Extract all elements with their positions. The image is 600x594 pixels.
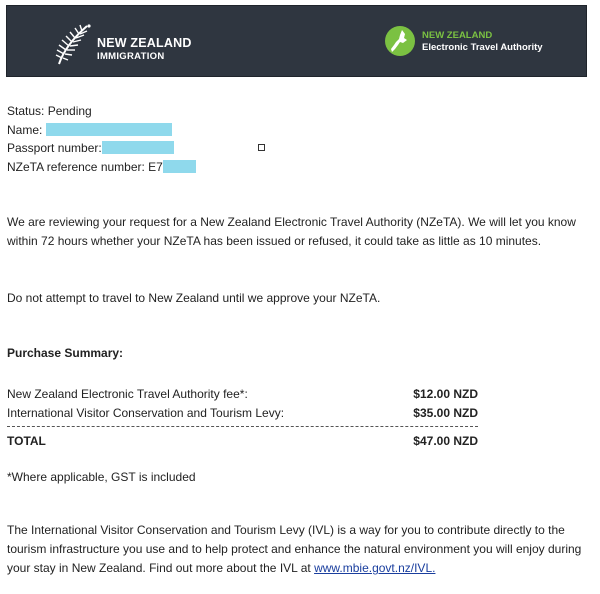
broken-image-icon xyxy=(258,144,265,151)
email-header-banner xyxy=(6,5,587,77)
inz-logo-line1: NEW ZEALAND xyxy=(97,36,192,50)
inz-logo-text xyxy=(97,37,192,61)
summary-item-label: New Zealand Electronic Travel Authority fee*: xyxy=(7,387,248,401)
nz-map-icon xyxy=(384,25,418,57)
purchase-summary-title: Purchase Summary: xyxy=(7,346,124,360)
summary-row-total xyxy=(7,432,478,451)
reference-label: NZeTA reference number: E7 xyxy=(7,159,163,174)
nzeta-logo-text xyxy=(422,31,543,52)
status-line xyxy=(7,102,592,121)
nzeta-logo-line2: Electronic Travel Authority xyxy=(422,41,543,53)
summary-row-nzeta-fee xyxy=(7,385,478,404)
passport-label: Passport number: xyxy=(7,141,102,155)
summary-item-amount: $12.00 NZD xyxy=(413,387,478,401)
gst-footnote: *Where applicable, GST is included xyxy=(7,470,196,484)
inz-logo-line2: IMMIGRATION xyxy=(97,50,165,62)
name-label: Name: xyxy=(7,122,43,137)
silver-fern-icon xyxy=(53,22,93,66)
status-text: Status: Pending xyxy=(7,104,92,118)
status-block xyxy=(7,102,592,176)
redacted-name xyxy=(46,123,172,136)
ivl-link[interactable]: www.mbie.govt.nz/IVL. xyxy=(314,561,436,575)
ivl-info-text: The International Visitor Conservation and Tourism Levy (IVL) is a way for you to contribute directly to the tourism infrastructure you use and to help protect and enhance the natural environment you will enjoy during your stay in New Zealand. Find out more about the IVL at xyxy=(7,523,582,575)
name-line xyxy=(7,121,592,140)
reference-line xyxy=(7,158,592,177)
passport-line xyxy=(7,139,592,158)
purchase-summary-table xyxy=(7,385,478,451)
travel-warning: Do not attempt to travel to New Zealand until we approve your NZeTA. xyxy=(7,291,381,305)
summary-item-amount: $35.00 NZD xyxy=(413,406,478,420)
redacted-reference-number xyxy=(163,160,196,173)
nz-immigration-logo xyxy=(53,22,193,66)
summary-row-ivl xyxy=(7,404,478,423)
total-amount: $47.00 NZD xyxy=(413,434,478,448)
nzeta-logo-line1: NEW ZEALAND xyxy=(422,30,493,41)
summary-item-label: International Visitor Conservation and Tourism Levy: xyxy=(7,406,285,420)
total-label: TOTAL xyxy=(7,434,46,448)
redacted-passport-number xyxy=(102,141,174,154)
ivl-info-paragraph xyxy=(7,521,595,578)
review-message: We are reviewing your request for a New Zealand Electronic Travel Authority (NZeTA). We will let you know within 72 hours whether your NZeTA has been issued or refused, it could take as little as 10 minutes. xyxy=(7,215,576,248)
nzeta-logo xyxy=(384,25,574,57)
summary-divider xyxy=(7,426,478,427)
